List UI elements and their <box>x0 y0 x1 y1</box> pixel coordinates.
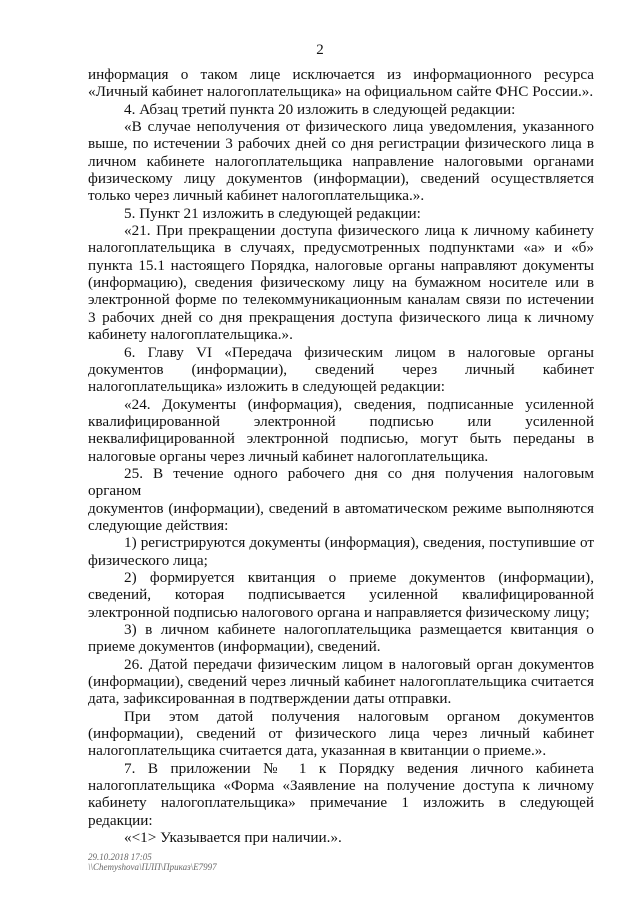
text-line: электронной форме по телекоммуникационным каналам связи по истечении <box>88 291 594 309</box>
paragraph-item-24 <box>88 396 594 465</box>
text-line: 3 рабочих дней со дня прекращения доступа физического лица к личному <box>88 308 594 326</box>
text-line: документов (информации), сведений в автоматическом режиме выполняются <box>88 499 594 517</box>
paragraph-item-4-text <box>88 118 594 205</box>
text-line: (информации), сведений через личный кабинет налогоплательщика считается <box>88 673 594 691</box>
paragraph-continuation <box>88 66 594 101</box>
document-footer <box>88 852 217 872</box>
text-line: редакции: <box>88 811 153 829</box>
text-line: «24. Документы (информация), сведения, подписанные усиленной <box>124 395 594 413</box>
text-line: неквалифицированной электронной подписью, могут быть переданы в <box>88 430 594 448</box>
text-line: 5. Пункт 21 изложить в следующей редакции: <box>124 204 421 222</box>
paragraph-subitem-1 <box>88 534 594 569</box>
text-line: кабинету налогоплательщика» примечание 1 изложить в следующей <box>88 794 594 812</box>
text-line: налогоплательщика считается дата, указанная в квитанции о приеме.». <box>88 742 547 760</box>
text-line: «<1> Указывается при наличии.». <box>124 829 342 847</box>
paragraph-note <box>88 829 594 846</box>
text-line: 6. Главу VI «Передача физическим лицом в налоговые органы <box>124 343 594 361</box>
paragraph-item-6 <box>88 344 594 396</box>
paragraph-subitem-2 <box>88 569 594 621</box>
text-line: налогоплательщика» изложить в следующей редакции: <box>88 378 446 396</box>
text-line: налоговые органы через личный кабинет налогоплательщика. <box>88 447 489 465</box>
paragraph-receipt-date <box>88 708 594 760</box>
text-line: (информацию), сведения физическому лицу на бумажном носителе или в <box>88 274 594 292</box>
text-line: приеме документов (информации), сведений. <box>88 638 381 656</box>
text-line: (информации), сведений от физического лица через личный кабинет <box>88 725 594 743</box>
text-line: 26. Датой передачи физическим лицом в налоговый орган документов <box>124 655 594 673</box>
text-line: личном кабинете налогоплательщика направление налоговыми органами <box>88 152 594 170</box>
text-line: кабинету налогоплательщика.». <box>88 326 293 344</box>
paragraph-item-7 <box>88 760 594 829</box>
text-line: информация о таком лице исключается из информационного ресурса <box>88 66 594 83</box>
paragraph-item-5 <box>88 205 594 222</box>
text-line: квалифицированной электронной подписью или усиленной <box>88 412 594 430</box>
paragraph-item-25 <box>88 465 594 534</box>
paragraph-subitem-3 <box>88 621 594 656</box>
paragraph-item-26 <box>88 656 594 708</box>
text-line: выше, по истечении 3 рабочих дней со дня регистрации физического лица в <box>88 135 594 153</box>
text-line: электронной подписью налогового органа и направляется физическому лицу; <box>88 603 590 621</box>
document-body <box>88 66 594 846</box>
paragraph-item-4 <box>88 101 594 118</box>
text-line: налогоплательщика в случаях, предусмотренных подпунктами «а» и «б» <box>88 239 594 257</box>
text-line: только через личный кабинет налогоплательщика.». <box>88 187 425 205</box>
text-line: 25. В течение одного рабочего дня со дня получения налоговым органом <box>88 464 594 500</box>
text-line: «21. При прекращении доступа физического лица к личному кабинету <box>124 222 594 240</box>
text-line: «В случае неполучения от физического лица уведомления, указанного <box>124 118 594 136</box>
text-line: дата, зафиксированная в подтверждении даты отправки. <box>88 690 452 708</box>
page-number: 2 <box>316 42 324 58</box>
text-line: 3) в личном кабинете налогоплательщика размещается квитанция о <box>124 621 594 638</box>
text-line: следующие действия: <box>88 516 229 534</box>
paragraph-item-21 <box>88 222 594 343</box>
text-line: 1) регистрируются документы (информация), сведения, поступившие от <box>124 534 594 552</box>
footer-file-path: \\Chemyshova\ПЛП\Приказ\Е7997 <box>88 862 217 872</box>
text-line: налогоплательщика «Форма «Заявление на получение доступа к личному <box>88 777 594 795</box>
text-line: пункта 15.1 настоящего Порядка, налоговые органы направляют документы <box>88 256 594 274</box>
text-line: физическому лицу документов (информации), сведений осуществляется <box>88 170 594 188</box>
text-line: сведений, которая подписывается усиленной квалифицированной <box>88 586 594 604</box>
text-line: 2) формируется квитанция о приеме документов (информации), <box>124 568 594 586</box>
text-line: При этом датой получения налоговым органом документов <box>124 707 594 725</box>
text-line: физического лица; <box>88 551 208 569</box>
text-line: «Личный кабинет налогоплательщика» на официальном сайте ФНС России.». <box>88 83 594 101</box>
footer-timestamp: 29.10.2018 17:05 <box>88 852 152 862</box>
text-line: документов (информации), сведений через личный кабинет <box>88 360 594 378</box>
text-line: 4. Абзац третий пункта 20 изложить в следующей редакции: <box>124 100 516 118</box>
text-line: 7. В приложении № 1 к Порядку ведения личного кабинета <box>124 759 594 777</box>
